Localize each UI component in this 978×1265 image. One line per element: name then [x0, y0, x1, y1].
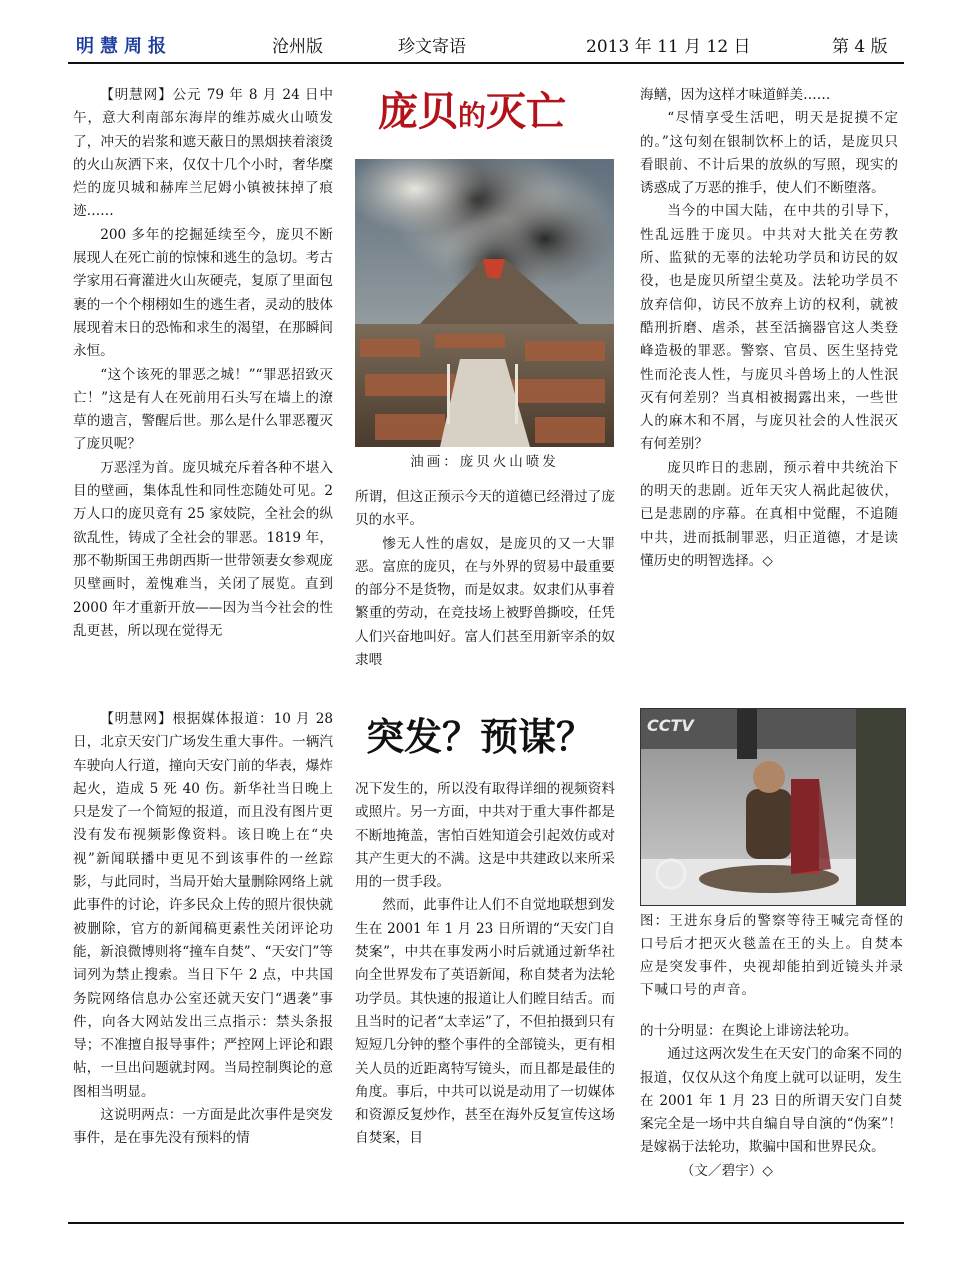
- paragraph: 惨无人性的虐奴，是庞贝的又一大罪恶。富庶的庞贝，在与外界的贸易中最重要的部分不是货物，而是奴隶。奴隶们从事着繁重的劳动，在竞技场上被野兽撕咬，任凭人们兴奋地叫好。富人们甚至用新宰杀的奴隶喂: [355, 535, 615, 669]
- page-number: 第 4 版: [832, 37, 888, 57]
- article2-title: 突发？预谋？: [366, 715, 595, 759]
- article1-column-2: [355, 486, 615, 670]
- paragraph: 通过这两次发生在天安门的命案不同的报道，仅仅从这个角度上就可以证明，发生在 2001 年 1 月 23 日的所谓天安门自焚案完全是一场中共自编自导自演的“伪案”！是嫁祸于法轮功，欺骗中国和世界民众。: [640, 1046, 902, 1156]
- newspaper-brand: 明慧周报: [76, 36, 172, 57]
- article1-title: [378, 84, 566, 144]
- tiananmen-news-screenshot: [640, 708, 906, 906]
- paragraph: 万恶淫为首。庞贝城充斥着各种不堪入目的壁画，集体乱性和同性恋随处可见。2 万人口的庞贝竟有 25 家妓院，全社会的纵欲乱性，铸成了全社会的罪恶。1819 年，那不勒斯国王弗朗西斯一世带领妻女参观庞贝壁画时，羞愧难当，关闭了展览。直到 2000 年才重新开放——因为当今社会的性乱更甚，所以现在觉得无: [73, 459, 333, 639]
- pompeii-painting-svg: [355, 159, 614, 447]
- paragraph: 然而，此事件让人们不自觉地联想到发生在 2001 年 1 月 23 日所谓的“天安门自焚案”，中共在事发两小时后就通过新华社向全世界发布了英语新闻，称自焚者为法轮功学员。其快速的报道让人们瞠目结舌。而且当时的记者“太幸运”了，不但拍摄到只有短短几分钟的整个事件的全部镜头，更有相关人员的近距离特写镜头，而且都是最佳的角度。事后，中共可以说是动用了一切媒体和资源反复炒作，甚至在海外反复宣传这场自焚案，目: [355, 897, 615, 1147]
- article1-image-caption: 油画：庞贝火山喷发: [410, 454, 559, 470]
- title-part: 庞贝: [378, 88, 458, 135]
- pompeii-painting-image: [355, 159, 614, 447]
- paragraph: “尽情享受生活吧，明天是捉摸不定的。”这句刻在银制饮杯上的话，是庞贝只看眼前、不计后果的放纵的写照，现实的诱惑成了万恶的推手，使人们不断堕落。: [640, 110, 898, 197]
- edition-label: 沧州版: [272, 37, 323, 57]
- paragraph: 庞贝昨日的悲剧，预示着中共统治下的明天的悲剧。近年天灾人祸此起彼伏，已是悲剧的序幕。在真相中觉醒，不追随中共，进而抵制罪恶，归正道德，才是读懂历史的明智选择。◇: [640, 459, 898, 569]
- paragraph: 海鳝，因为这样才味道鲜美……: [640, 87, 831, 103]
- issue-date: 2013 年 11 月 12 日: [586, 37, 751, 57]
- article1-column-3: [640, 84, 898, 670]
- tiananmen-photo-svg: [641, 709, 905, 905]
- footer-rule: [68, 1222, 904, 1224]
- article2-column-2: [355, 778, 615, 1206]
- paragraph: 这说明两点：一方面是此次事件是突发事件，是在事先没有预料的情: [73, 1107, 333, 1147]
- paragraph: 的十分明显：在舆论上诽谤法轮功。: [640, 1023, 858, 1039]
- paragraph: 【明慧网】公元 79 年 8 月 24 日中午，意大利南部东海岸的维苏威火山喷发了，冲天的岩浆和遮天蔽日的黑烟挟着滚烫的火山灰洒下来，仅仅十几个小时，奢华糜烂的庞贝城和赫库兰尼姆小镇被抹掉了痕迹……: [73, 87, 333, 220]
- header-rule: [68, 62, 904, 64]
- paragraph: 200 多年的挖掘延续至今，庞贝不断展现人在死亡前的惊悚和逃生的急切。考古学家用石膏灌进火山灰硬壳，复原了里面包裹的一个个栩栩如生的逃生者，灵动的肢体展现着末日的恐怖和求生的渴望，在那瞬间永恒。: [73, 226, 333, 360]
- article1-column-1: [73, 84, 333, 670]
- title-part: 的: [458, 99, 487, 132]
- paragraph: 况下发生的，所以没有取得详细的视频资料或照片。另一方面，中共对于重大事件都是不断地掩盖，害怕百姓知道会引起效仿或对其产生更大的不满。这是中共建政以来所采用的一贯手段。: [355, 781, 615, 891]
- paragraph: 当今的中国大陆，在中共的引导下，性乱远胜于庞贝。中共对大批关在劳教所、监狱的无辜的法轮功学员和访民的奴役，也是庞贝所望尘莫及。法轮功学员不放弃信仰，访民不放弃上访的权利，就被酷刑折磨、虐杀，甚至活摘器官这人类登峰造极的罪恶。警察、官员、医生坚持党性而沦丧人性，与庞贝斗兽场上的人性泯灭有何差别？当真相被揭露出来，一些世人的麻木和不屑，与庞贝社会的人性泯灭有何差别？: [640, 203, 898, 453]
- cctv-logo-text: CCTV: [647, 716, 694, 735]
- paragraph: 所谓，但这正预示今天的道德已经滑过了庞贝的水平。: [355, 489, 615, 529]
- article2-image-caption: 图：王进东身后的警察等待王喊完奇怪的口号后才把灭火毯盖在王的头上。自焚本应是突发事件，央视却能拍到近镜头并录下喊口号的声音。: [640, 913, 904, 998]
- article2-column-3: [640, 1020, 902, 1206]
- paragraph: 【明慧网】根据媒体报道：10 月 28 日，北京天安门广场发生重大事件。一辆汽车驶向人行道，撞向天安门前的华表，爆炸起火，造成 5 死 40 伤。新华社当日晚上只是发了一个简短的报道，而且没有图片更没有发布视频影像资料。该日晚上在“央视”新闻联播中更见不到该事件的一丝踪影，与此同时，当局开始大量删除网络上就此事件的讨论，许多民众上传的照片很快就被删除，官方的新闻稿更素性关闭评论功能，新浪微博则将“撞车自焚”、“天安门”等词列为禁止搜索。当日下午 2 点，中共国务院网络信息办公室还就天安门“遇袭”事件，向各大网站发出三点指示：禁头条报导；不准擅自报导事件；严控网上评论和跟帖，一旦出问题就封网。当局控制舆论的意图相当明显。: [73, 711, 333, 1100]
- article2-column-1: [73, 708, 333, 1206]
- section-label: 珍文寄语: [398, 37, 466, 57]
- title-part: 灭亡: [486, 88, 567, 135]
- byline: （文／碧宇）◇: [680, 1162, 773, 1179]
- paragraph: “这个该死的罪恶之城！”“罪恶招致灭亡！”这是有人在死前用石头写在墙上的潦草的遗言，警醒后世。那么是什么罪恶覆灭了庞贝呢？: [73, 366, 333, 453]
